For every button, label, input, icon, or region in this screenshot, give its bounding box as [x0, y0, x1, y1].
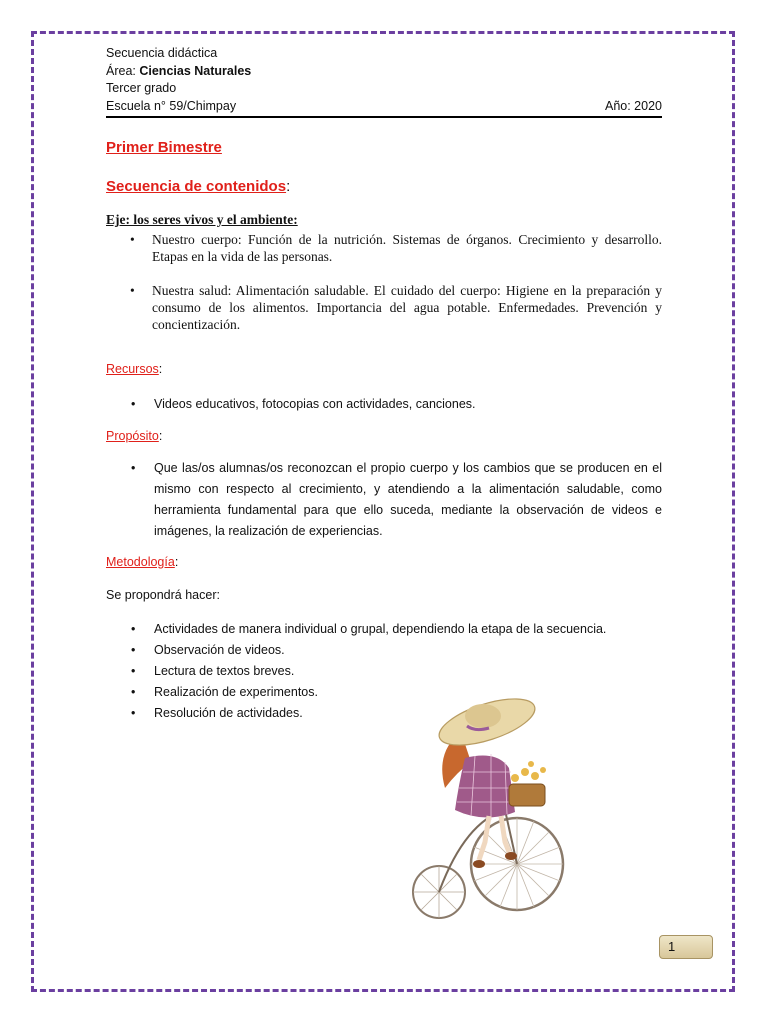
list-item: • Observación de videos.: [106, 640, 662, 661]
hat-crown: [465, 704, 501, 728]
purpose-heading: [106, 429, 162, 443]
header-area: [106, 63, 662, 81]
contents-list: [106, 231, 662, 333]
page-number-badge: 1: [659, 935, 713, 959]
boot: [473, 860, 485, 868]
list-item: • Que las/os alumnas/os reconozcan el propio cuerpo y los cambios que se producen en el mismo con respecto al crecimiento, y atendiendo a la alimentación saludable, como herramienta fundamental para que ello suceda, mediante la observación de videos e imágenes, la realización de experiencias.: [106, 458, 662, 542]
purpose-list: [106, 458, 662, 542]
resources-list: [106, 394, 662, 415]
header-year: Año: 2020: [605, 98, 662, 113]
document-header: [106, 45, 662, 115]
area-label: Área:: [106, 63, 140, 78]
resources-colon: :: [158, 362, 163, 376]
flowers: [511, 761, 546, 782]
list-item: • Nuestra salud: Alimentación saludable. El cuidado del cuerpo: Higiene en la preparación y consumo de los alimentos. Importancia del agua potable. Enfermedades. Prevención y concientización.: [106, 282, 662, 333]
header-school: Escuela n° 59/Chimpay: [106, 98, 237, 113]
contents-heading: [106, 178, 290, 195]
methodology-intro: Se propondrá hacer:: [106, 588, 220, 602]
list-item: • Resolución de actividades.: [106, 703, 662, 724]
girl-on-bicycle-illustration: [405, 692, 565, 932]
list-item: • Realización de experimentos.: [106, 682, 662, 703]
purpose-title: Propósito: [106, 429, 159, 443]
resources-title: Recursos: [106, 362, 159, 376]
contents-colon: :: [286, 178, 291, 195]
header-school-row: [106, 98, 662, 116]
header-divider: [106, 116, 662, 118]
header-grade: Tercer grado: [106, 81, 177, 95]
list-item: • Actividades de manera individual o grupal, dependiendo la etapa de la secuencia.: [106, 619, 662, 640]
methodology-title: Metodología: [106, 555, 175, 569]
methodology-list: [106, 619, 662, 724]
boot: [505, 852, 517, 860]
purpose-colon: :: [158, 429, 163, 443]
methodology-colon: :: [174, 555, 179, 569]
resources-heading: [106, 362, 162, 376]
contents-title: Secuencia de contenidos: [106, 178, 287, 195]
basket: [509, 784, 545, 806]
axis-title: Eje: los seres vivos y el ambiente:: [106, 212, 298, 227]
methodology-heading: [106, 555, 178, 569]
bimester-title: Primer Bimestre: [106, 139, 222, 156]
area-value: Ciencias Naturales: [139, 63, 252, 78]
list-item: • Videos educativos, fotocopias con actividades, canciones.: [106, 394, 662, 415]
header-sequence: Secuencia didáctica: [106, 46, 218, 60]
list-item: • Lectura de textos breves.: [106, 661, 662, 682]
list-item: • Nuestro cuerpo: Función de la nutrición. Sistemas de órganos. Crecimiento y desarrollo. Etapas en la vida de las personas.: [106, 231, 662, 265]
